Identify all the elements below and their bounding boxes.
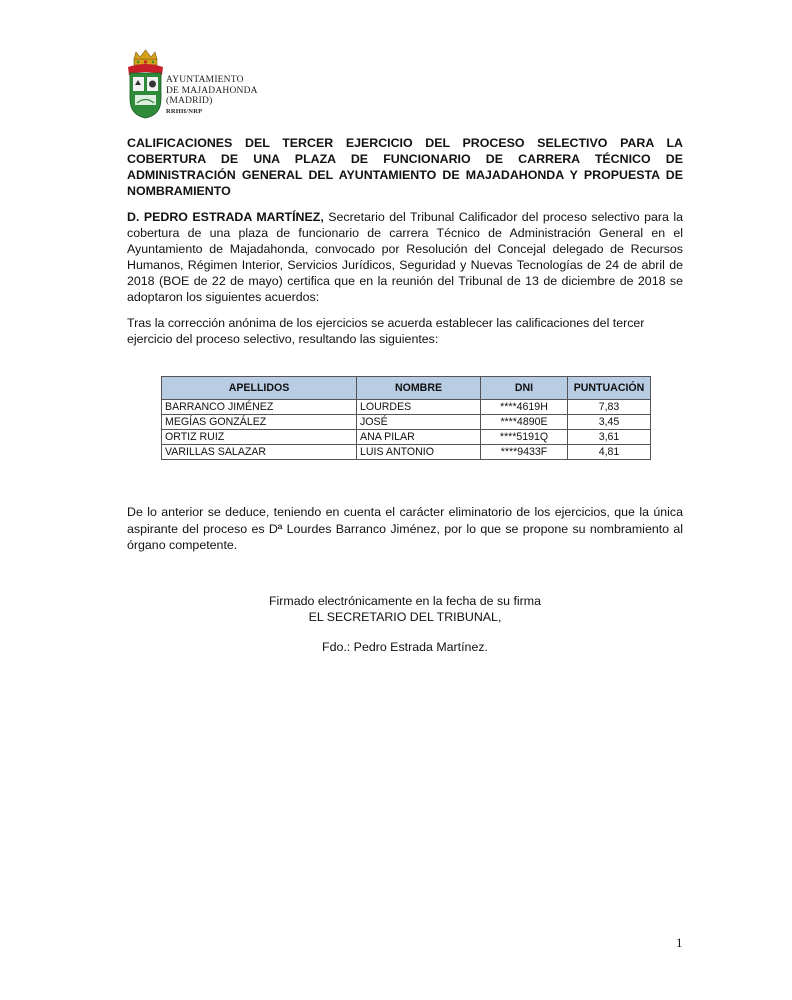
cell-dni: ****4619H [481,400,568,415]
cell-dni: ****9433F [481,445,568,460]
cell-puntuacion: 7,83 [568,400,651,415]
table-row [162,415,651,430]
cell-dni: ****5191Q [481,430,568,445]
cell-puntuacion: 3,61 [568,430,651,445]
header-nombre: NOMBRE [357,377,481,400]
table-row [162,400,651,415]
cell-dni: ****4890E [481,415,568,430]
cell-nombre: LOURDES [357,400,481,415]
cell-apellidos: VARILLAS SALAZAR [162,445,357,460]
conclusion-paragraph: De lo anterior se deduce, teniendo en cuenta el carácter eliminatorio de los ejercicios, que la única aspirante del proceso es Dª Lourdes Barranco Jiménez, por lo que se propone su nombramiento al órgano competente. [127,505,683,552]
cell-nombre: ANA PILAR [357,430,481,445]
page-number: 1 [676,935,683,950]
cell-apellidos: ORTIZ RUIZ [162,430,357,445]
cell-nombre: LUIS ANTONIO [357,445,481,460]
table-row [162,430,651,445]
results-intro-paragraph: Tras la corrección anónima de los ejercicios se acuerda establecer las calificaciones del tercer ejercicio del proceso selectivo, resultando las siguientes: [127,316,645,346]
header-apellidos: APELLIDOS [162,377,357,400]
cell-puntuacion: 3,45 [568,415,651,430]
signature-line-2: EL SECRETARIO DEL TRIBUNAL, [308,610,502,624]
coat-of-arms-icon [127,49,164,119]
certification-text: Secretario del Tribunal Calificador del proceso selectivo para la cobertura de una plaza de funcionario de carrera Técnico de Administración General en el Ayuntamiento de Majadahonda, convocado por Resolución del Concejal delegado de Recursos Humanos, Régimen Interior, Servicios Jurídicos, Seguridad y Nuevas Tecnologías de 24 de abril de 2018 (BOE de 22 de mayo) certifica que en la reunión del Tribunal de 13 de diciembre de 2018 se adoptaron los siguientes acuerdos: [127,210,683,304]
cell-apellidos: MEGÍAS GONZÁLEZ [162,415,357,430]
cell-apellidos: BARRANCO JIMÉNEZ [162,400,357,415]
cell-puntuacion: 4,81 [568,445,651,460]
org-line-3: (MADRID) [166,96,213,106]
department-ref: RRHH/NRP [166,107,203,115]
certification-paragraph [127,209,683,305]
table-row [162,445,651,460]
cell-nombre: JOSÉ [357,415,481,430]
grades-table [161,376,651,460]
org-line-1: AYUNTAMIENTO [166,75,244,85]
table-header-row [162,377,651,400]
organization-header [166,75,258,116]
header-dni: DNI [481,377,568,400]
org-line-2: DE MAJADAHONDA [166,85,258,96]
secretary-name: D. PEDRO ESTRADA MARTÍNEZ, [127,210,324,224]
document-title: CALIFICACIONES DEL TERCER EJERCICIO DEL PROCESO SELECTIVO PARA LA COBERTURA DE UNA PLAZA DE FUNCIONARIO DE CARRERA TÉCNICO DE ADMINISTRACIÓN GENERAL DEL AYUNTAMIENTO DE MAJADAHONDA Y PROPUESTA DE NOMBRAMIENTO [127,136,683,198]
signature-line-1: Firmado electrónicamente en la fecha de su firma [268,594,542,608]
header-puntuacion: PUNTUACIÓN [568,377,651,400]
signature-line-3: Fdo.: Pedro Estrada Martínez. [322,640,488,654]
